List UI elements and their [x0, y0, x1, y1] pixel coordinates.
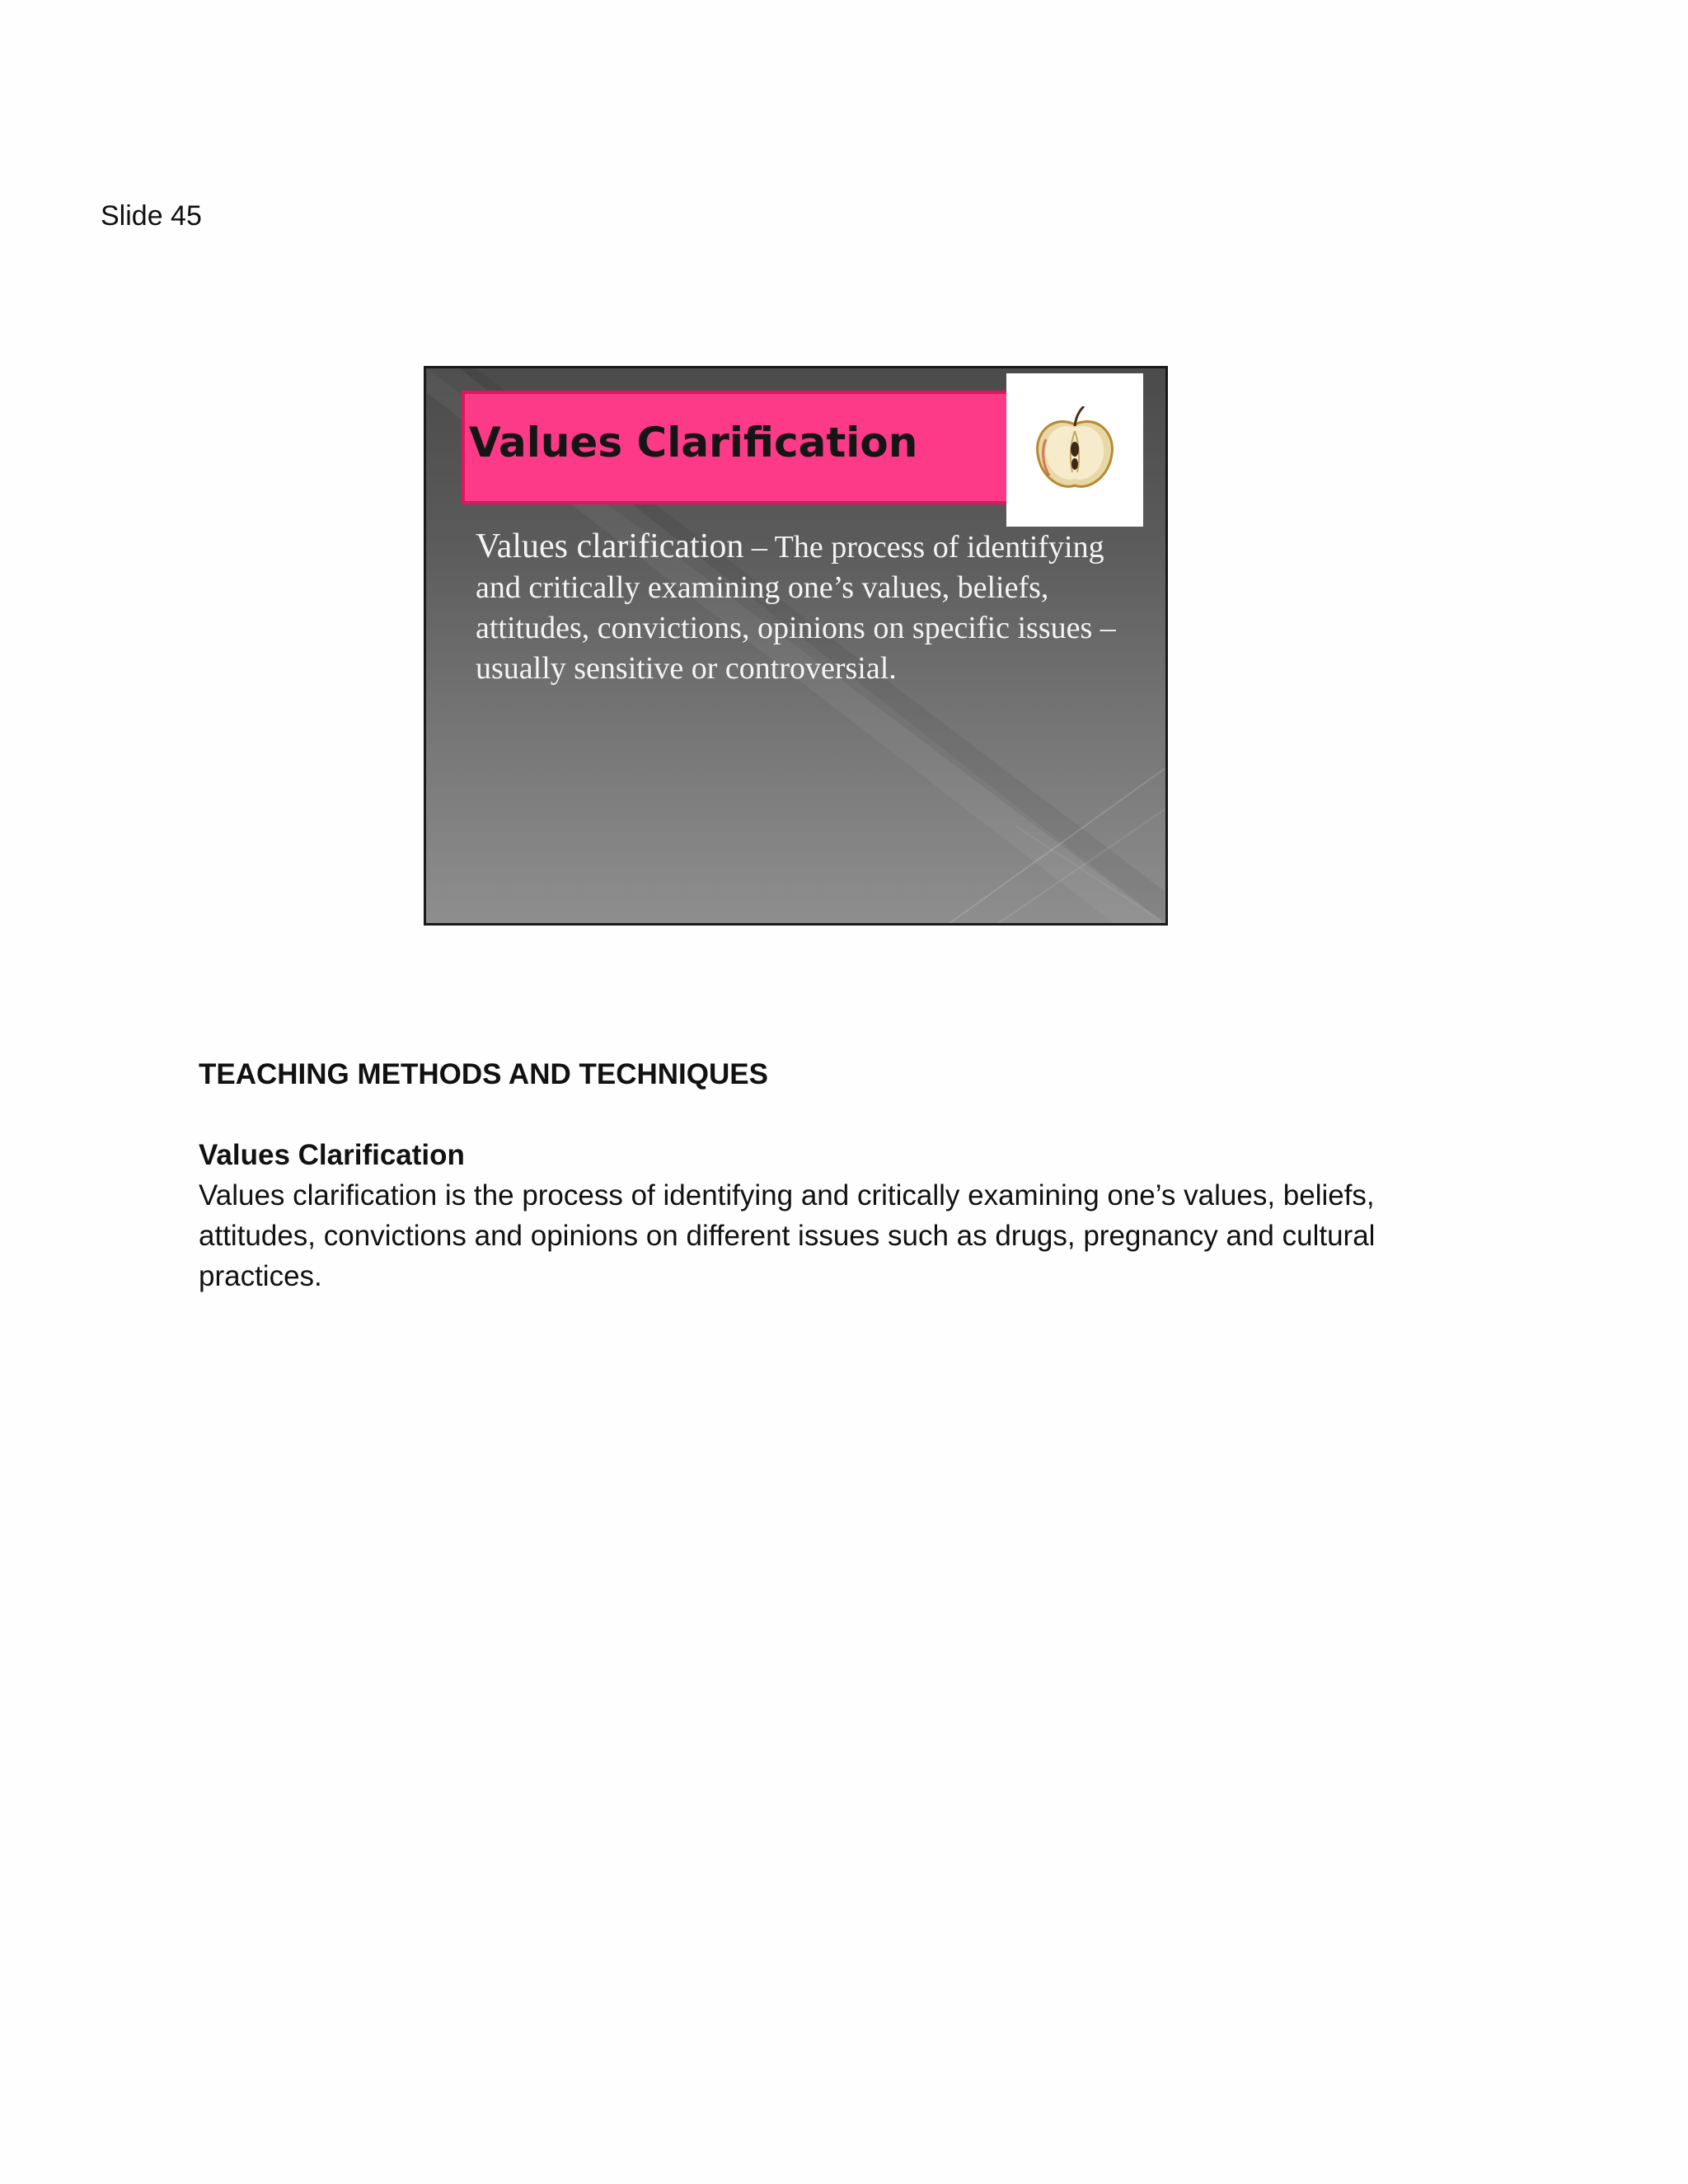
slide-notes	[199, 1055, 1517, 1296]
slide-body-lead: Values clarification	[476, 527, 744, 565]
notes-paragraph: Values clarification is the process of identifying and critically examining one’s values, beliefs, attitudes, convictions and opinions on different issues such as drugs, pregnancy and cultural practices.	[199, 1179, 1376, 1292]
apple-half-icon	[1029, 406, 1120, 497]
slide-number: Slide 45	[101, 200, 202, 232]
slide-image	[1006, 373, 1143, 527]
slide-body-text	[476, 527, 1127, 689]
slide-body-rest: – The process of identifying and critically examining one’s values, beliefs, attitudes, convictions, opinions on specific issues – usually sensitive or controversial.	[476, 530, 1116, 686]
slide-title: Values Clarification	[469, 419, 918, 466]
slide-thumbnail	[424, 366, 1168, 926]
notes-subheading: Values Clarification	[199, 1139, 465, 1171]
notes-heading: TEACHING METHODS AND TECHNIQUES	[199, 1058, 768, 1090]
